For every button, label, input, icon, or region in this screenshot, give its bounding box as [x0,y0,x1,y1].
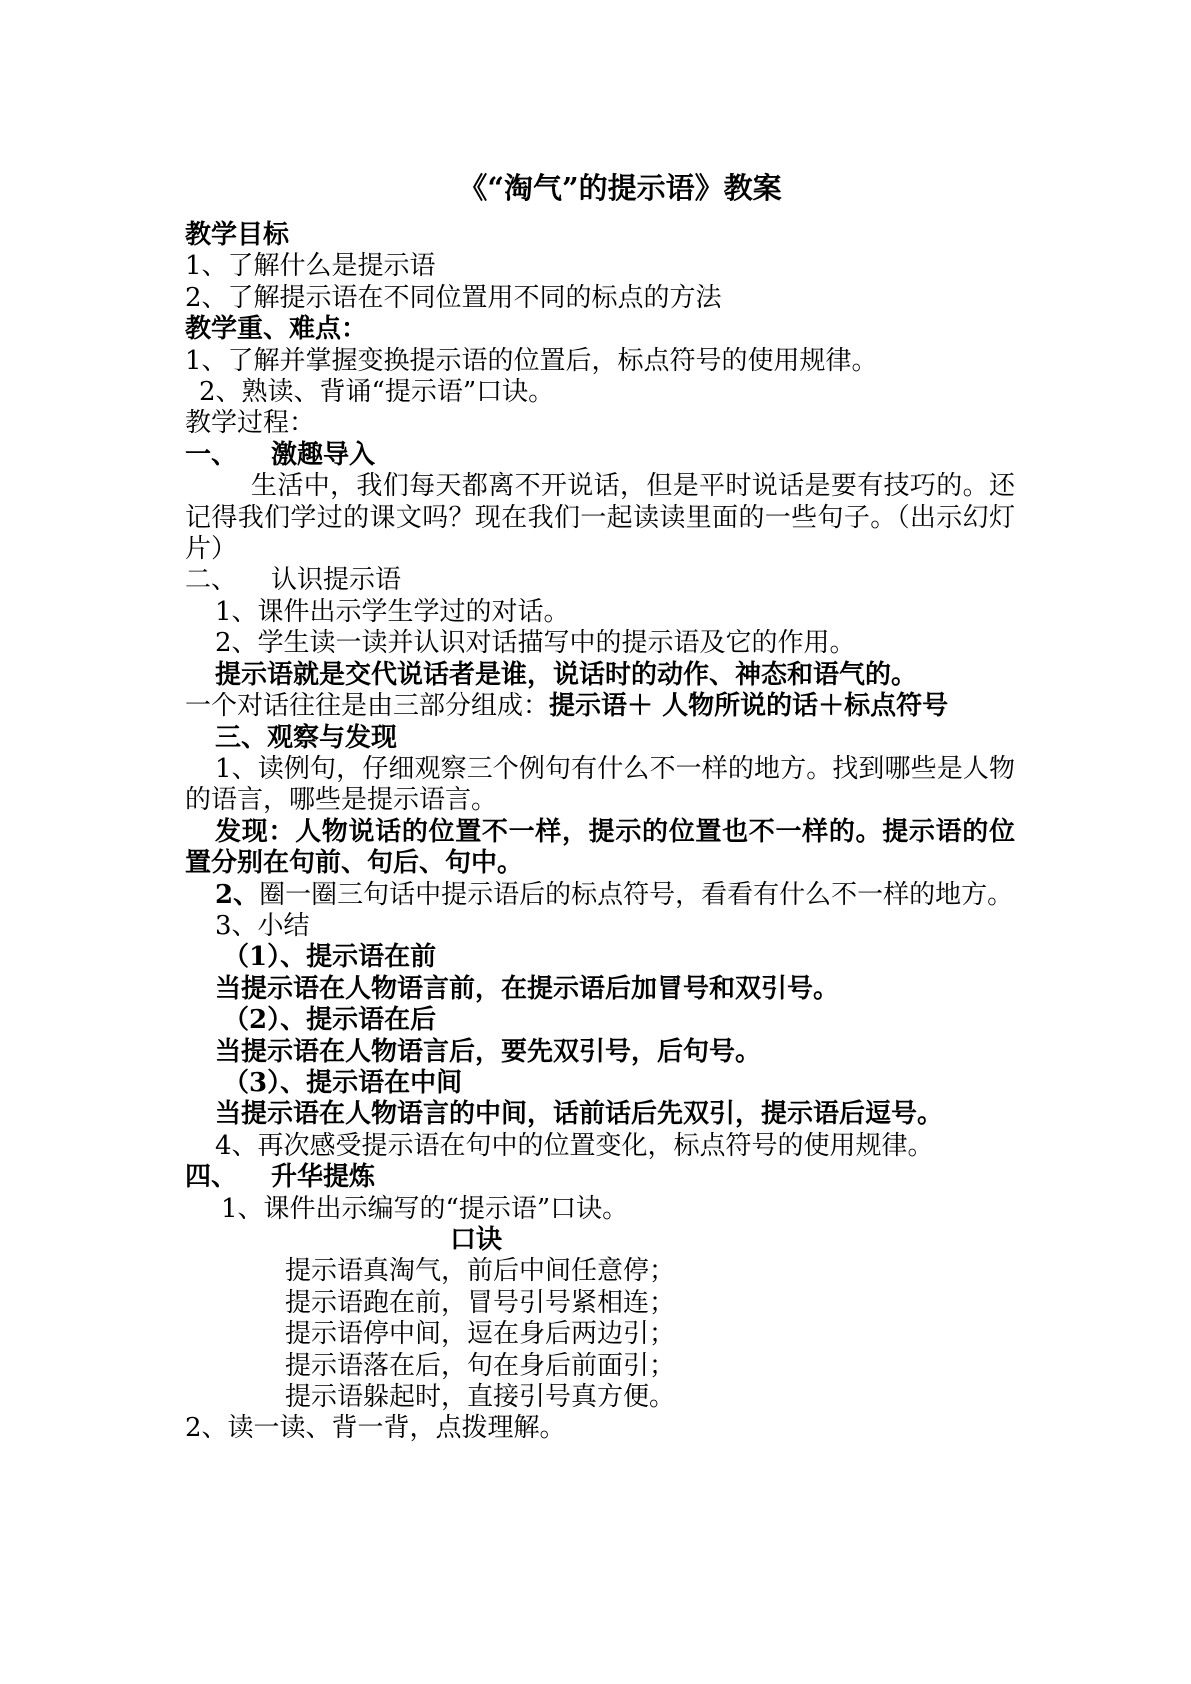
rhyme-line: 提示语落在后，句在身后前面引； [285,1350,676,1381]
summary-subtitle: （2）、提示语在后 [223,1005,437,1036]
section-2-number: 二、 [185,565,238,596]
section-1-title: 激趣导入 [271,439,376,470]
section-3-item: 1、读例句，仔细观察三个例句有什么不一样的地方。找到哪些是人物的语言，哪些是提示语言。 [185,753,1015,816]
section-1-heading [185,440,1015,471]
keypoint-item: 1、了解并掌握变换提示语的位置后，标点符号的使用规律。 [185,345,878,376]
summary-subtitle: （3）、提示语在中间 [223,1067,463,1098]
section-2-item: 2、学生读一读并认识对话描写中的提示语及它的作用。 [215,628,856,659]
section-4-number: 四、 [185,1162,238,1193]
goal-item: 2、了解提示语在不同位置用不同的标点的方法 [185,282,722,313]
goal-item: 1、了解什么是提示语 [185,251,436,282]
summary-text: 当提示语在人物语言前，在提示语后加冒号和双引号。 [215,973,840,1004]
parts-text [185,691,1015,722]
section-2-heading [185,565,1015,596]
section-4-item: 2、读一读、背一背，点拨理解。 [185,1413,566,1444]
document-title: 《“淘气”的提示语》教案 [458,171,782,205]
summary-subtitle: （1）、提示语在前 [223,942,437,973]
section-3-item [185,880,1015,911]
section-3-item: 3、小结 [215,910,310,941]
document-page [185,170,1015,1445]
parts-formula: 提示语＋ 人物所说的话＋标点符号 [549,691,949,722]
rhyme-line: 提示语躲起时，直接引号真方便。 [285,1382,676,1413]
item-number: 2、 [215,879,260,910]
section-1-paragraph: 生活中，我们每天都离不开说话，但是平时说话是要有技巧的。还记得我们学过的课文吗？现在我们一起读读里面的一些句子。（出示幻灯片） [185,471,1015,565]
definition-text: 提示语就是交代说话者是谁，说话时的动作、神态和语气的。 [215,659,918,690]
section-3-item: 4、再次感受提示语在句中的位置变化，标点符号的使用规律。 [215,1130,934,1161]
finding-text: 发现：人物说话的位置不一样，提示的位置也不一样的。提示语的位置分别在句前、句后、句中。 [185,816,1015,879]
keypoint-item: 2、熟读、背诵“提示语”口诀。 [199,377,555,408]
section-4-heading [185,1162,1015,1193]
rhyme-line: 提示语真淘气，前后中间任意停； [285,1256,676,1287]
summary-text: 当提示语在人物语言的中间，话前话后先双引，提示语后逗号。 [215,1099,944,1130]
goals-heading: 教学目标 [185,220,290,250]
rhyme-title: 口诀 [450,1225,503,1255]
section-3-heading: 三、观察与发现 [215,722,398,753]
item-text: 圈一圈三句话中提示语后的标点符号，看看有什么不一样的地方。 [259,879,1014,910]
section-2-item: 1、课件出示学生学过的对话。 [215,596,570,627]
parts-prefix: 一个对话往往是由三部分组成： [185,691,550,722]
rhyme-line: 提示语跑在前，冒号引号紧相连； [285,1287,676,1318]
section-1-number: 一、 [185,439,238,470]
keypoints-heading: 教学重、难点： [185,314,368,345]
section-2-title: 认识提示语 [271,565,402,596]
rhyme-line: 提示语停中间，逗在身后两边引； [285,1319,676,1350]
summary-text: 当提示语在人物语言后，要先双引号，后句号。 [215,1036,762,1067]
section-4-title: 升华提炼 [271,1162,376,1193]
section-4-item: 1、课件出示编写的“提示语”口诀。 [221,1193,629,1224]
process-heading: 教学过程： [185,408,316,439]
